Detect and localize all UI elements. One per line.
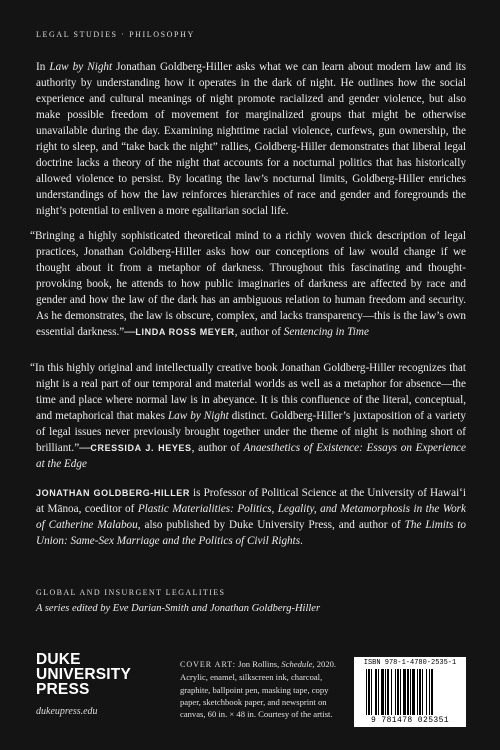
endorsement-1: “Bringing a highly sophisticated theoretical mind to a richly woven thick description of legal practices, Jonathan Goldberg-Hiller asks how our conceptions of law would change if we thought about it from a metaphor of darkness. Throughout this fascinating and thought-provoking book, he attends to how public imaginaries of darkness are affected by race and gender and how the law of the dark has an ambiguous relation to human freedom and security. As he demonstrates, the law is obscure, complex, and lacks transparency—this is the law’s own essential darkness.”—LINDA ROSS MEYER, author of Sentencing in Time (30, 230, 466, 338)
isbn-text: ISBN 978-1-4780-2535-1 (363, 659, 457, 667)
book-title: Law by Night (49, 61, 113, 73)
barcode-bar (366, 669, 367, 715)
endorser-name: CRESSIDA J. HEYES (90, 443, 192, 453)
series-info (36, 588, 320, 614)
barcode-bar (397, 669, 399, 715)
author-bio: JONATHAN GOLDBERG-HILLER is Professor of Political Science at the University of Hawaiʻi at Mānoa, coeditor of Plastic Materialities: Politics, Legality, and Metamorphosis in the Work of Catherine Malabou, also published by Duke University Press, and author of The Limits to Union: Same-Sex Marriage and the Politics of Civil Rights. (36, 487, 467, 547)
barcode-bar (395, 669, 396, 715)
barcode-bar (410, 669, 411, 715)
barcode-bar (391, 669, 392, 715)
barcode-bar (407, 669, 409, 715)
barcode-bar (381, 669, 384, 715)
endorsement-2: “In this highly original and intellectually creative book Jonathan Goldberg-Hiller recognizes that night is a real part of our temporal and material worlds as well as a metaphor for absence—the time and place where normal law is in abeyance. It is this confluence of the literal, conceptual, and metaphorical that makes Law by Night distinct. Goldberg-Hiller’s juxtaposition of a variety of legal issues never previously brought together under the theme of night is nothing short of brilliant.”—CRESSIDA J. HEYES, author of Anaesthetics of Existence: Essays on Experience at the Edge (30, 362, 467, 470)
barcode-bar (431, 669, 433, 715)
barcode-bar (368, 669, 370, 715)
barcode-bar (378, 669, 379, 715)
barcode-bar (419, 669, 421, 715)
barcode-bar (422, 669, 423, 715)
cover-credit: COVER ART: Jon Rollins, Schedule, 2020. Acrylic, enamel, silkscreen ink, charcoal, graphite, ballpoint pen, masking tape, copy paper, sketchbook paper, and newsprint on canvas, 60 in. × 48 in. Courtesy of the artist. (180, 659, 337, 720)
author-name: JONATHAN GOLDBERG-HILLER (36, 488, 190, 498)
barcode-bar (400, 669, 401, 715)
publisher-logo: DUKE UNIVERSITY PRESS (36, 651, 132, 698)
barcode-bar (375, 669, 377, 715)
barcode-bar (426, 669, 427, 715)
publisher-url: dukeupress.edu (36, 706, 98, 717)
endorser-book: Anaesthetics of Existence: Essays on Experience at the Edge (36, 442, 466, 470)
endorser-name: LINDA ROSS MEYER (135, 327, 235, 337)
barcode-bar (387, 669, 389, 715)
isbn-barcode (354, 657, 466, 727)
endorser-book: Sentencing in Time (283, 326, 369, 338)
barcode-bar (412, 669, 415, 715)
barcode-bar (429, 669, 430, 715)
book-description: In Law by Night Jonathan Goldberg-Hiller asks what we can learn about modern law and its authority by understanding how it operates in the dark of night. He outlines how the social experience and cultural meanings of night promote racialized and gender violence, but also make possible freedom of movement for marginalized groups that might be otherwise unavailable during the day. Examining nighttime racial violence, curfews, gun ownership, the right to sleep, and “take back the night” rallies, Goldberg-Hiller demonstrates that liberal legal doctrine lacks a theory of the night that accounts for a nocturnal politics that has historically allowed violence to persist. By locating the law’s nocturnal limits, Goldberg-Hiller enriches understandings of how the law reinforces hierarchies of race and gender and foregrounds the night’s potential to enliven a more egalitarian social life. (36, 61, 466, 217)
barcode-bar (385, 669, 386, 715)
barcode-bars (366, 669, 456, 715)
barcode-bar (403, 669, 406, 715)
series-editors: A series edited by Eve Darian-Smith and Jonathan Goldberg-Hiller (36, 603, 321, 614)
barcode-bar (371, 669, 372, 715)
category-label: LEGAL STUDIES · PHILOSOPHY (36, 30, 195, 39)
barcode-number: 9 781478 025351 (370, 716, 449, 725)
series-title: GLOBAL AND INSURGENT LEGALITIES (36, 588, 226, 597)
barcode-bar (417, 669, 418, 715)
